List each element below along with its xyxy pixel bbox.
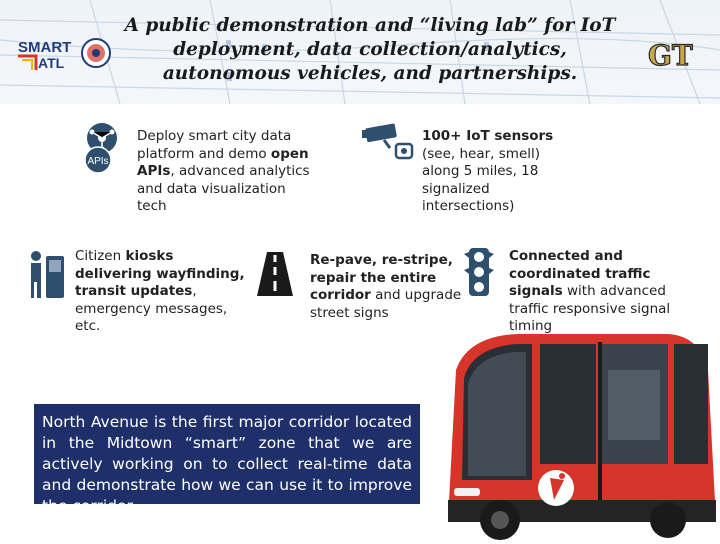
item-kiosks-pre: Citizen <box>75 248 126 264</box>
item-corridor-post: and upgrade street signs <box>310 287 462 321</box>
apis-label: APIs <box>87 156 109 167</box>
kiosk-icon <box>28 246 68 302</box>
description-banner <box>34 404 420 515</box>
item-signals-post: with advanced traffic responsive signal timing <box>509 283 671 334</box>
item-signals-bold: Connected and coordinated traffic signals <box>509 248 651 299</box>
item-corridor <box>310 252 470 322</box>
item-platform-bold: open APIs <box>137 145 309 179</box>
smart-atl-logo <box>16 36 114 74</box>
item-platform-post: , advanced analytics and data visualization tech <box>137 163 310 214</box>
item-sensors <box>422 128 572 216</box>
item-platform-pre: Deploy smart city data platform and demo <box>137 128 292 162</box>
item-platform <box>137 128 312 216</box>
traffic-light-icon <box>464 248 494 296</box>
description-text: North Avenue is the first major corridor located in the Midtown “smart” zone that we are actively working on to collect real-time data and demonstrate how we can use it to improve the corridor. <box>42 413 412 515</box>
atl-logo-text: ATL <box>38 55 65 71</box>
item-sensors-bold: 100+ IoT sensors <box>422 128 554 144</box>
item-kiosks <box>75 248 253 336</box>
item-corridor-bold: Re-pave, re-stripe, repair the entire corridor <box>310 252 453 303</box>
item-kiosks-bold: kiosks delivering wayfinding, transit updates <box>75 248 245 299</box>
camera-sensor-icon <box>360 122 418 162</box>
smart-logo-text: SMART <box>18 39 72 56</box>
gt-logo <box>646 38 698 70</box>
header-band <box>0 0 720 104</box>
page-title: A public demonstration and “living lab” for IoT deployment, data collection/analytics, autonomous vehicles, and partnerships. <box>124 15 616 84</box>
item-signals <box>509 248 679 336</box>
gt-logo-text: GT <box>648 39 693 72</box>
apis-icon <box>78 122 126 174</box>
item-kiosks-post: , emergency messages, etc. <box>75 283 228 334</box>
autonomous-shuttle-image <box>428 330 720 540</box>
road-icon <box>257 252 293 296</box>
item-sensors-post: (see, hear, smell) along 5 miles, 18 signalized intersections) <box>422 145 541 214</box>
